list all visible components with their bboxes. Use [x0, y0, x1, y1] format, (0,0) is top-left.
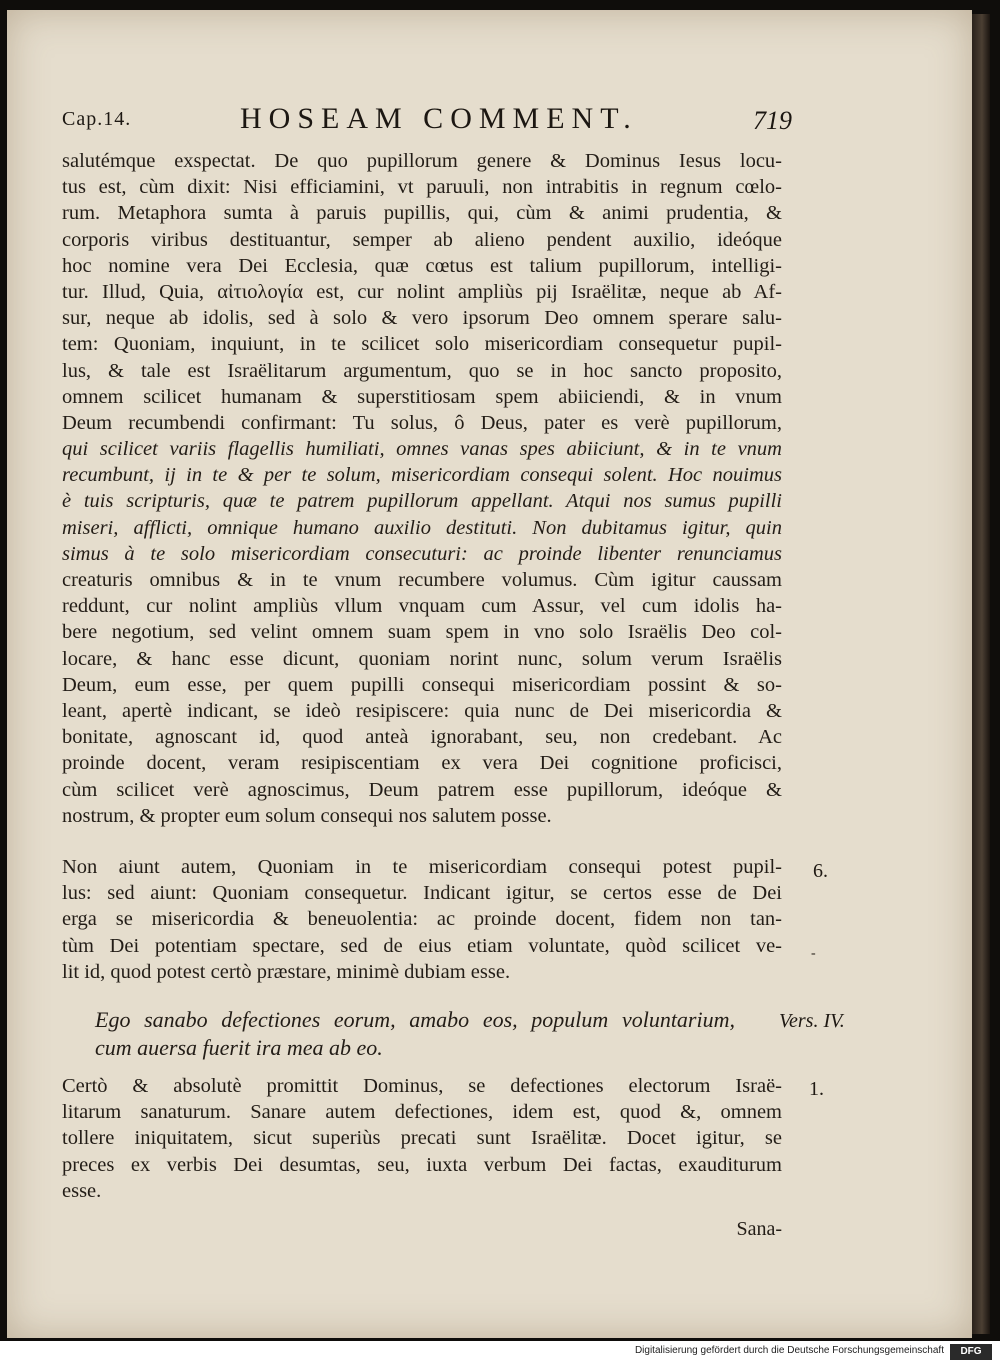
text-line: è tuis scripturis, quæ te patrem pupillorum appellant. Atqui nos sumus pupilli	[62, 490, 782, 513]
text-line: tus est, cùm dixit: Nisi efficiamini, vt paruuli, non intrabitis in regnum cœlo-	[62, 176, 782, 199]
text-line: tem: Quoniam, inquiunt, in te scilicet solo misericordiam consequetur pupil-	[62, 333, 782, 356]
text-line: tur. Illud, Quia, αἰτιολογία est, cur nolint ampliùs pij Israëlitæ, neque ab Af-	[62, 280, 782, 303]
text-line: Certò & absolutè promittit Dominus, se defectiones electorum Israë-	[62, 1075, 782, 1097]
verse-quotation	[95, 1006, 735, 1061]
running-title: HOSEAM COMMENT.	[240, 102, 638, 135]
page-header	[62, 102, 792, 144]
text-line: simus à te solo misericordiam consecuturi: ac proinde libenter renunciamus	[62, 542, 782, 565]
paragraph-3	[62, 1073, 782, 1204]
text-line: creaturis omnibus & in te vnum recumbere volumus. Cùm igitur caussam	[62, 569, 782, 591]
dfg-logo: DFG	[950, 1344, 992, 1360]
chapter-head: Cap.14.	[62, 108, 132, 130]
text-line: tollere iniquitatem, sicut superiùs precati sunt Israëlitæ. Docet igitur, se	[62, 1127, 782, 1150]
page-edge	[972, 14, 990, 1334]
book-page	[7, 10, 972, 1338]
margin-note-dash: -	[811, 946, 816, 961]
text-line: lus, & tale est Israëlitarum argumentum, quo se in hoc sancto proposito,	[62, 359, 782, 382]
paragraph-1	[62, 148, 782, 829]
footer-bar	[0, 1341, 1000, 1364]
text-line: locare, & hanc esse dicunt, quoniam norint nunc, solum verum Israëlis	[62, 647, 782, 670]
text-line: recumbunt, ij in te & per te solum, misericordiam consequi solent. Hoc nouimus	[62, 464, 782, 487]
text-line: omnem scilicet humanam & superstitiosam spem abiiciendi, & in vnum	[62, 385, 782, 408]
text-line: cùm scilicet verè agnoscimus, Deum patrem esse pupillorum, ideóque &	[62, 778, 782, 801]
text-line: qui scilicet variis flagellis humiliati, omnes vanas spes abiiciunt, & in te vnum	[62, 438, 782, 461]
margin-note-verse: Vers. IV.	[779, 1010, 845, 1032]
text-line: cum auersa fuerit ira mea ab eo.	[95, 1034, 383, 1060]
text-line: proinde docent, veram resipiscentiam ex vera Dei cognitione proficisci,	[62, 752, 782, 775]
text-line: bere negotium, sed velint omnem suam spem in vno solo Israëlis Deo col-	[62, 621, 782, 644]
text-line: corporis viribus destituantur, semper ab alieno pendent auxilio, ideóque	[62, 228, 782, 251]
text-line: Ego sanabo defectiones eorum, amabo eos, populum voluntarium,	[95, 1007, 735, 1032]
text-line: Non aiunt autem, Quoniam in te misericordiam consequi potest pupil-	[62, 856, 782, 878]
text-line: rum. Metaphora sumta à paruis pupillis, qui, cùm & animi prudentia, &	[62, 202, 782, 225]
text-line: lit id, quod potest certò præstare, minimè dubiam esse.	[62, 960, 511, 983]
text-line: nostrum, & propter eum solum consequi nos salutem posse.	[62, 804, 552, 827]
text-line: preces ex verbis Dei desumtas, seu, iuxta verbum Dei factas, exauditurum	[62, 1153, 782, 1176]
paragraph-2	[62, 854, 782, 985]
text-line: litarum sanaturum. Sanare autem defectiones, idem est, quod &, omnem	[62, 1101, 782, 1124]
margin-note-6: 6.	[813, 860, 828, 882]
text-line: erga se misericordia & beneuolentia: ac proinde docent, fidem non tan-	[62, 908, 782, 931]
text-line: tùm Dei potentiam spectare, sed de eius etiam voluntate, quòd scilicet ve-	[62, 934, 782, 957]
text-line: hoc nomine vera Dei Ecclesia, quæ cœtus est talium pupillorum, intelligi-	[62, 254, 782, 277]
page-number: 719	[753, 106, 792, 135]
text-line: salutémque exspectat. De quo pupillorum genere & Dominus Iesus locu-	[62, 150, 782, 172]
text-line: lus: sed aiunt: Quoniam consequetur. Indicant igitur, se certos esse de Dei	[62, 882, 782, 905]
text-line: leant, apertè indicant, se ideò resipiscere: quia nunc de Dei misericordia &	[62, 699, 782, 722]
text-line: bonitate, agnoscant id, quod anteà ignorabant, seu, non credebant. Ac	[62, 726, 782, 749]
margin-note-1: 1.	[809, 1078, 824, 1100]
text-line: Deum, eum esse, per quem pupilli consequi misericordiam possint & so-	[62, 673, 782, 696]
catchword: Sana-	[736, 1218, 782, 1240]
text-line: Deum recumbendi confirmant: Tu solus, ô Deus, pater es verè pupillorum,	[62, 411, 782, 434]
footer-credit: Digitalisierung gefördert durch die Deutsche Forschungsgemeinschaft	[634, 1345, 944, 1356]
text-line: sur, neque ab idolis, sed à solo & vero ipsorum Deo omnem sperare salu-	[62, 307, 782, 330]
text-line: esse.	[62, 1179, 102, 1202]
text-line: miseri, afflicti, omnique humano auxilio destituti. Non dubitamus igitur, quin	[62, 516, 782, 539]
text-line: reddunt, cur nolint ampliùs vllum vnquam cum Assur, vel cum idolis ha-	[62, 595, 782, 618]
